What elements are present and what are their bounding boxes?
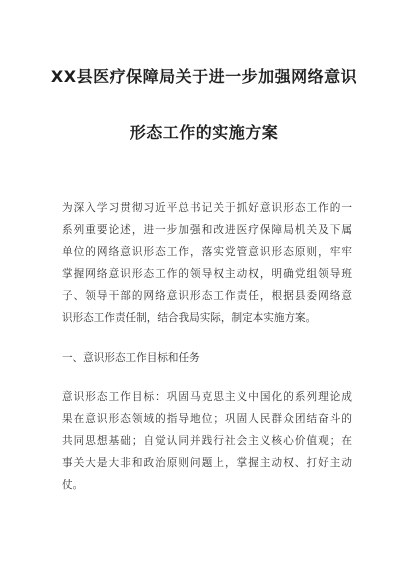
intro-paragraph-line: 单位的网络意识形态工作，落实党管意识形态原则，牢牢 [62,246,352,258]
document-title-line-2: 形态工作的实施方案 [129,123,279,142]
section-paragraph-line: 共同思想基础；自觉认同并践行社会主义核心价值观；在 [62,435,352,447]
section-heading: 一、意识形态工作目标和任务 [62,352,200,364]
section-paragraph-line: 意识形态工作目标：巩固马克思主义中国化的系列理论成 [62,391,352,403]
intro-paragraph-line: 掌握网络意识形态工作的领导权主动权，明确党组领导班 [62,268,352,280]
section-paragraph-line: 仗。 [62,479,84,491]
section-paragraph-line: 果在意识形态领域的指导地位；巩固人民群众团结奋斗的 [62,413,352,425]
intro-paragraph-line: 子、领导干部的网络意识形态工作责任，根据县委网络意 [62,290,352,302]
section-paragraph-line: 事关大是大非和政治原则问题上，掌握主动权、打好主动 [62,457,352,469]
intro-paragraph-line: 识形态工作责任制，结合我局实际，制定本实施方案。 [62,312,317,324]
intro-paragraph-line: 为深入学习贯彻习近平总书记关于抓好意识形态工作的一 [62,202,352,214]
document-title-line-1: XX县医疗保障局关于进一步加强网络意识 [50,67,358,86]
intro-paragraph-line: 系列重要论述，进一步加强和改进医疗保障局机关及下属 [62,224,352,236]
